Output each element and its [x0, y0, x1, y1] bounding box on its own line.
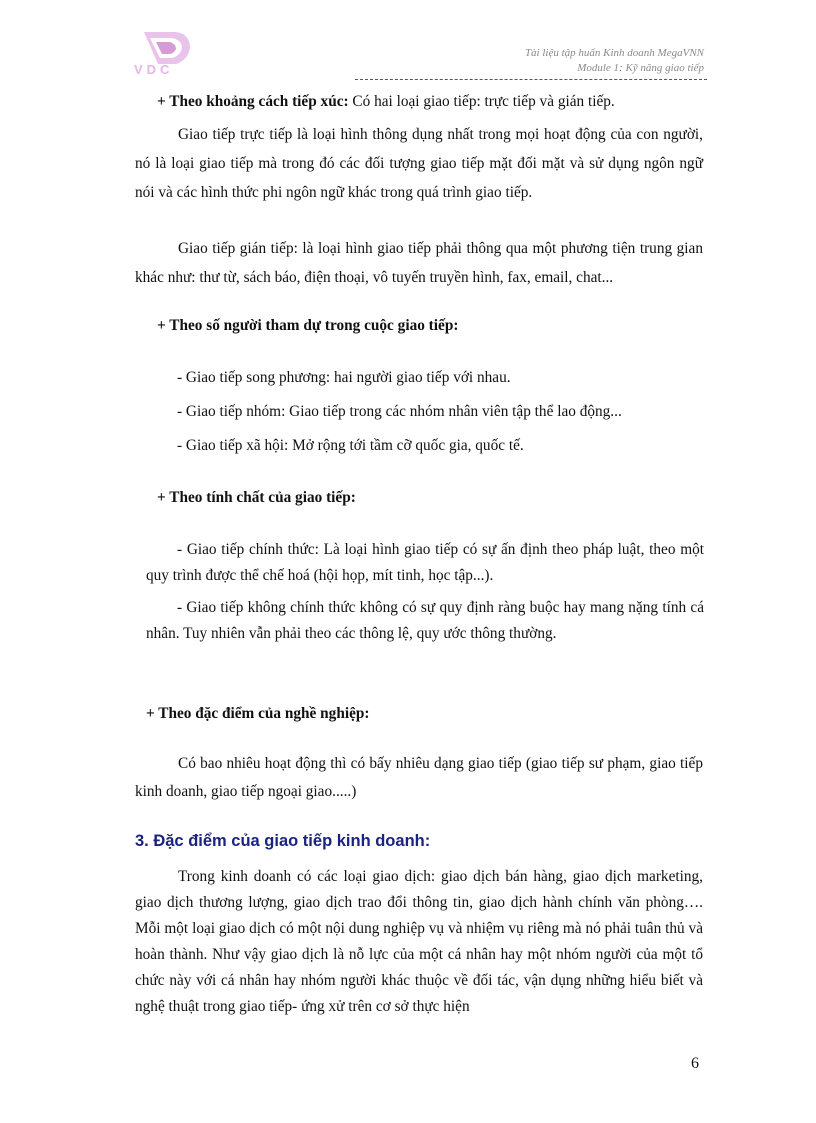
paragraph-indirect: Giao tiếp gián tiếp: là loại hình giao tiếp phải thông qua một phương tiện trung gian khác như: thư từ, sách báo, điện thoại, vô tuyến truyền hình, fax, email, chat... [135, 240, 703, 286]
paragraph-direct: Giao tiếp trực tiếp là loại hình thông dụng nhất trong mọi hoạt động của con người, nó là loại giao tiếp mà trong đó các đối tượng giao tiếp mặt đối mặt và sử dụng ngôn ngữ nói và các hình thức phi ngôn ngữ khác trong quá trình giao tiếp. [135, 126, 703, 201]
paragraph-business: Trong kinh doanh có các loại giao dịch: giao dịch bán hàng, giao dịch marketing, giao dịch thương lượng, giao dịch trao đổi thông tin, giao dịch hành chính văn phòng…. Mỗi một loại giao dịch có một nội dung nghiệp vụ và nhiệm vụ riêng mà nó phải tuân thủ và hoàn thành. Như vậy giao dịch là nỗ lực của một cá nhân hay một nhóm người của một tổ chức này với cá nhân hay nhóm người khác thuộc về đối tác, vận dụng những hiểu biết và nghệ thuật trong giao tiếp- ứng xử trên cơ sở thực hiện [135, 868, 703, 1015]
running-header [525, 46, 704, 76]
paragraph-formal: - Giao tiếp chính thức: Là loại hình giao tiếp có sự ấn định theo pháp luật, theo một quy trình được thể chế hoá (hội họp, mít tinh, học tập...). [146, 541, 704, 584]
logo-text: VDC [134, 62, 174, 77]
heading-participants: + Theo số người tham dự trong cuộc giao tiếp: [157, 317, 459, 334]
header-rule [355, 79, 707, 80]
list-item-social: - Giao tiếp xã hội: Mở rộng tới tầm cỡ quốc gia, quốc tế. [177, 437, 524, 454]
header-line-1: Tài liệu tập huấn Kinh doanh MegaVNN [524, 47, 704, 59]
heading-nature: + Theo tính chất của giao tiếp: [157, 489, 356, 506]
heading-contact-distance [157, 88, 717, 115]
list-item-group: - Giao tiếp nhóm: Giao tiếp trong các nhóm nhân viên tập thể lao động... [177, 403, 622, 420]
page-number: 6 [691, 1055, 699, 1072]
heading-contact-distance-text: Có hai loại giao tiếp: trực tiếp và gián tiếp. [348, 93, 615, 110]
paragraph-profession: Có bao nhiêu hoạt động thì có bấy nhiêu dạng giao tiếp (giao tiếp sư phạm, giao tiếp kinh doanh, giao tiếp ngoại giao.....) [135, 755, 703, 800]
heading-profession: + Theo đặc điểm của nghề nghiệp: [146, 705, 370, 722]
heading-contact-distance-label: + Theo khoảng cách tiếp xúc: [157, 93, 349, 110]
list-item-bilateral: - Giao tiếp song phương: hai người giao tiếp với nhau. [177, 369, 511, 386]
header-line-2: Module 1: Kỹ năng giao tiếp [577, 62, 704, 74]
section-3-heading: 3. Đặc điểm của giao tiếp kinh doanh: [135, 832, 431, 850]
paragraph-informal: - Giao tiếp không chính thức không có sự quy định ràng buộc hay mang nặng tính cá nhân. Tuy nhiên vẫn phải theo các thông lệ, quy ước thông thường. [146, 599, 704, 642]
